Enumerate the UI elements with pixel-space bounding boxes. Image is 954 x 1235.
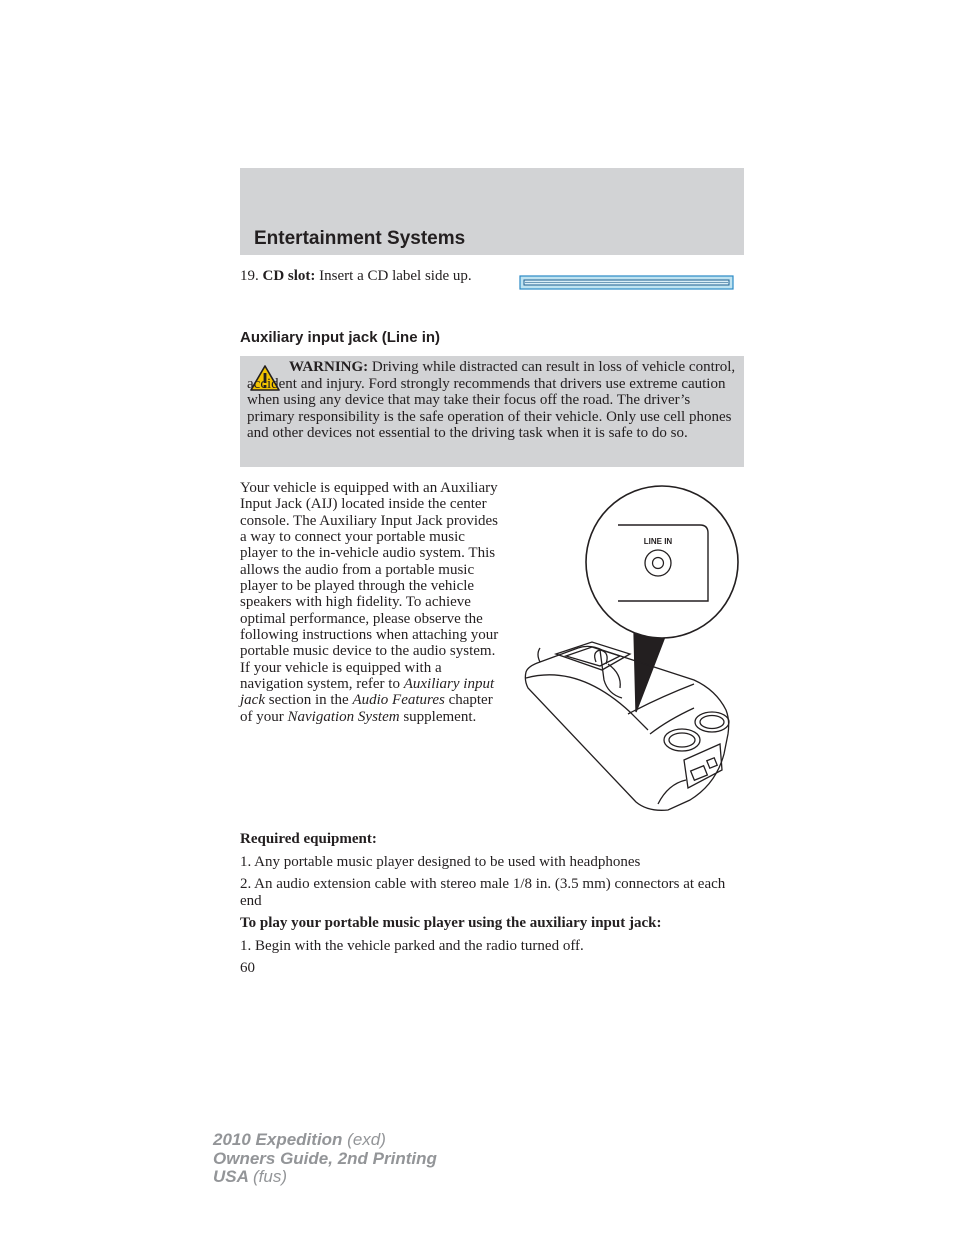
cd-slot-text: Insert a CD label side up.: [319, 268, 472, 284]
nav-ref-audio-features: Audio Features: [352, 692, 445, 709]
aij-description: [240, 480, 500, 725]
navigation-note: [240, 660, 500, 725]
nav-note-mid-1: section in the: [268, 692, 349, 709]
cd-slot-number: 19.: [240, 268, 259, 284]
warning-box: [240, 356, 744, 467]
nav-ref-navigation-system: Navigation System: [287, 708, 400, 725]
nav-note-mid-2: chapter of your: [240, 692, 493, 725]
nav-note-prefix: If your vehicle is equipped with a navigation system, refer to: [240, 659, 442, 693]
warning-label: WARNING:: [289, 359, 369, 375]
section-title: Entertainment Systems: [254, 228, 466, 249]
footer-model: 2010 Expedition: [213, 1130, 343, 1149]
warning-text: [247, 359, 739, 442]
cd-slot-illustration: [519, 275, 735, 291]
footer-imprint: [213, 1131, 437, 1187]
footer-guide: Owners Guide, 2nd Printing: [213, 1148, 437, 1168]
warning-body: Driving while distracted can result in loss of vehicle control, accident and injury. Ford strongly recommends that drivers use extreme caution when using any device that may take their focus off the road. The driver’s primary responsibility is the safe operation of their vehicle. Only use cell phones and other devices not essential to the driving task when it is safe to do so.: [247, 359, 736, 441]
cd-slot-description: [240, 268, 496, 285]
required-equipment-heading: Required equipment:: [240, 831, 377, 847]
cd-slot-label: CD slot:: [262, 268, 316, 284]
footer-model-code: (exd): [347, 1130, 386, 1149]
required-item-2: 2. An audio extension cable with stereo male 1/8 in. (3.5 mm) connectors at each end: [240, 876, 726, 909]
line-in-label: LINE IN: [643, 537, 673, 546]
footer-market: USA: [213, 1167, 249, 1186]
play-instructions-heading: To play your portable music player using the auxiliary input jack:: [240, 915, 662, 931]
page-number: 60: [240, 960, 255, 976]
center-console-illustration: [518, 484, 744, 814]
aij-paragraph: Your vehicle is equipped with an Auxiliary Input Jack (AIJ) located inside the center console. The Auxiliary Input Jack provides a way to connect your portable music player to the in-vehicle audio system. This allows the audio from a portable music player to be played through the vehicle speakers with high fidelity. To achieve optimal performance, please observe the following instructions when attaching your portable music device to the audio system.: [240, 480, 499, 660]
nav-note-suffix: supplement.: [403, 708, 477, 725]
play-step-1: 1. Begin with the vehicle parked and the radio turned off.: [240, 938, 584, 954]
section-header-band: [240, 168, 744, 255]
required-item-1: 1. Any portable music player designed to be used with headphones: [240, 854, 641, 870]
aux-input-heading: Auxiliary input jack (Line in): [240, 329, 441, 346]
footer-market-code: (fus): [253, 1167, 287, 1186]
nav-ref-aux-jack: Auxiliary input jack: [240, 676, 495, 709]
